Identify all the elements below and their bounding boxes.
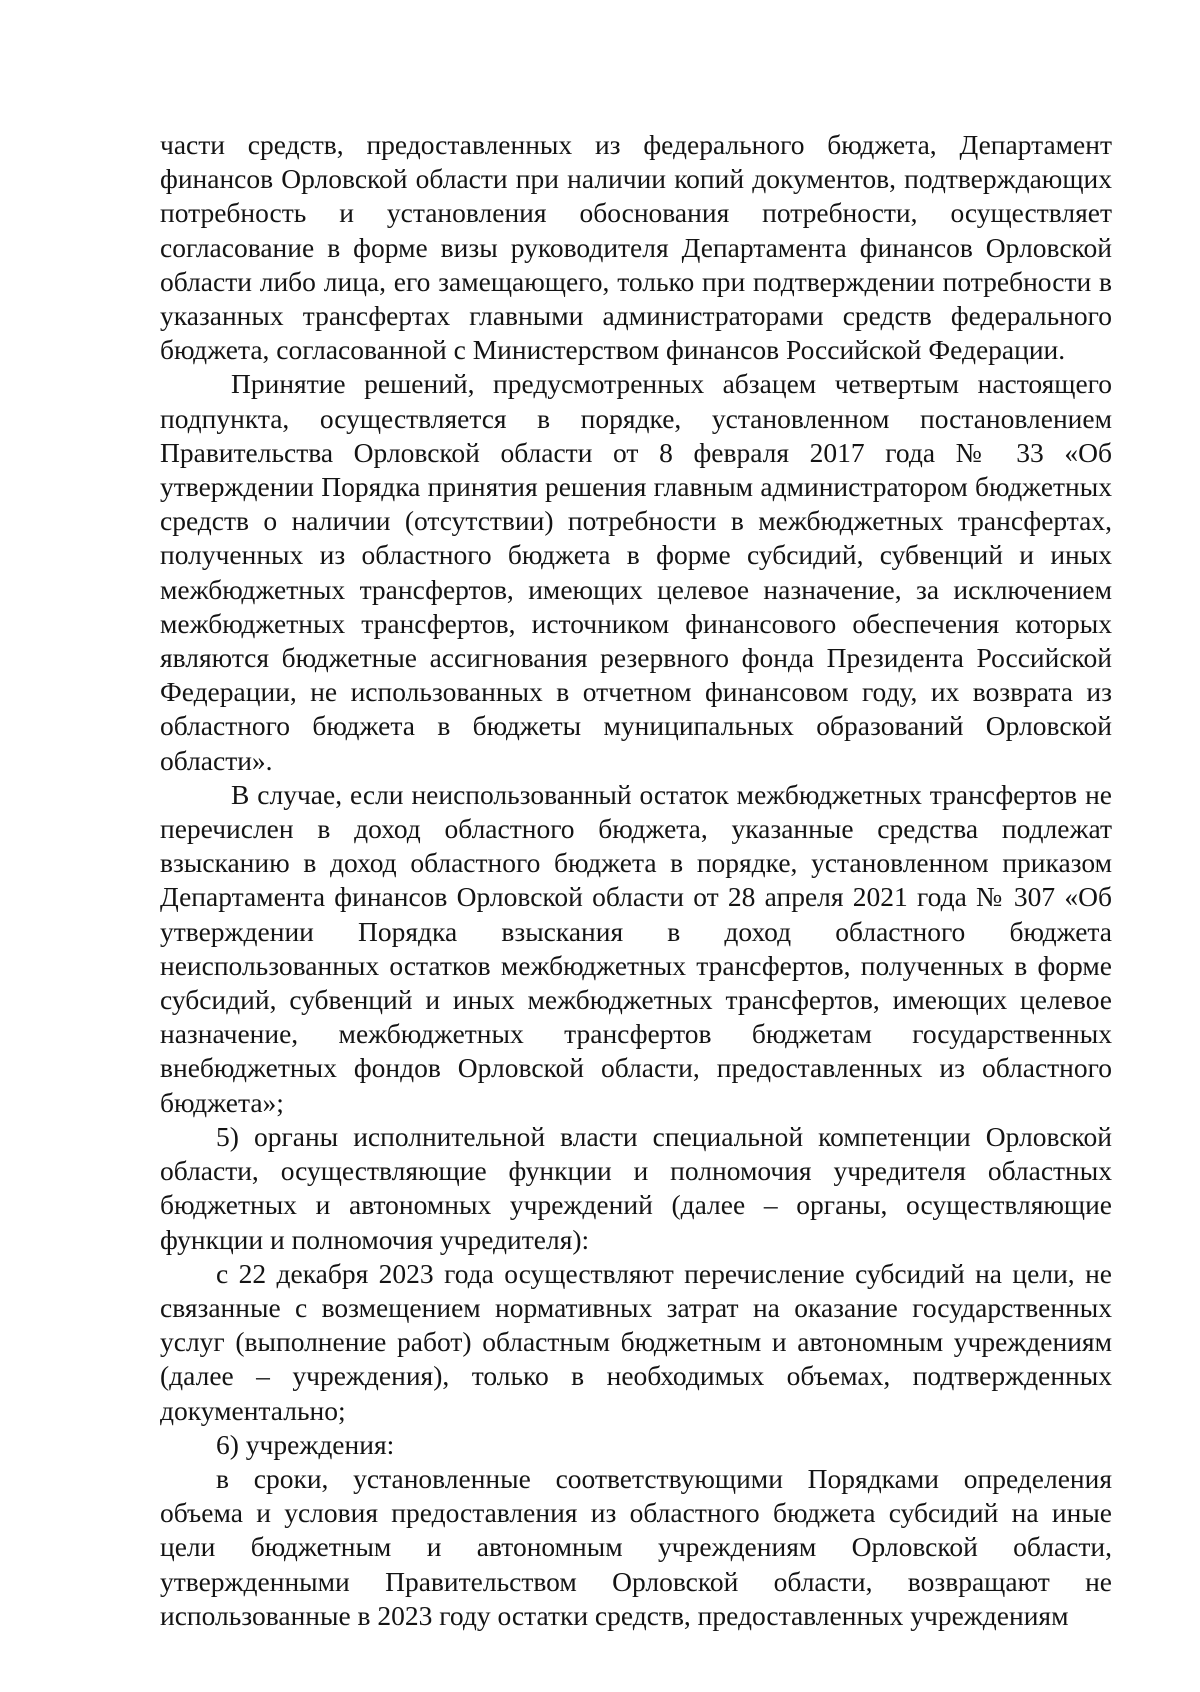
paragraph-subsidy-transfer-from-dec-22: с 22 декабря 2023 года осуществляют перечисление субсидий на цели, не связанные с возмещением нормативных затрат на оказание государственных услуг (выполнение работ) областным бюджетным и автономным учреждениям (далее – учреждения), только в необходимых объемах, подтвержденных документально; (160, 1257, 1112, 1426)
paragraph-return-of-unused-balances: в сроки, установленные соответствующими Порядками определения объема и условия предоставления из областного бюджета субсидий на иные цели бюджетным и автономным учреждениям Орловской области, утвержденными Правительством Орловской области, возвращают не использованные в 2023 году остатки средств, предоставленных учреждениям (160, 1462, 1112, 1631)
document-body (160, 128, 1112, 1633)
paragraph-item-5-executive-bodies: 5) органы исполнительной власти специальной компетенции Орловской области, осуществляющие функции и полномочия учредителя областных бюджетных и автономных учреждений (далее – органы, осуществляющие функции и полномочия учредителя): (160, 1120, 1112, 1255)
paragraph-item-6-institutions: 6) учреждения: (216, 1428, 395, 1460)
paragraph-decision-procedure: Принятие решений, предусмотренных абзацем четвертым настоящего подпункта, осуществляется в порядке, установленном постановлением Правительства Орловской области от 8 февраля 2017 года № 33 «Об утверждении Порядка принятия решения главным администратором бюджетных средств о наличии (отсутствии) потребности в межбюджетных трансфертах, полученных из областного бюджета в форме субсидий, субвенций и иных межбюджетных трансфертов, имеющих целевое назначение, за исключением межбюджетных трансфертов, источником финансового обеспечения которых являются бюджетные ассигнования резервного фонда Президента Российской Федерации, не использованных в отчетном финансовом году, их возврата из областного бюджета в бюджеты муниципальных образований Орловской области». (160, 368, 1112, 776)
paragraph-federal-funds-approval: части средств, предоставленных из федерального бюджета, Департамент финансов Орловской области при наличии копий документов, подтверждающих потребность и установления обоснования потребности, осуществляет согласование в форме визы руководителя Департамента финансов Орловской области либо лица, его замещающего, только при подтверждении потребности в указанных трансфертах главными администраторами средств федерального бюджета, согласованной с Министерством финансов Российской Федерации. (160, 129, 1112, 366)
paragraph-recovery-of-unused-transfers: В случае, если неиспользованный остаток межбюджетных трансфертов не перечислен в доход областного бюджета, указанные средства подлежат взысканию в доход областного бюджета в порядке, установленном приказом Департамента финансов Орловской области от 28 апреля 2021 года № 307 «Об утверждении Порядка взыскания в доход областного бюджета неиспользованных остатков межбюджетных трансфертов, полученных в форме субсидий, субвенций и иных межбюджетных трансфертов, имеющих целевое назначение, межбюджетных трансфертов бюджетам государственных внебюджетных фондов Орловской области, предоставленных из областного бюджета»; (160, 778, 1112, 1118)
